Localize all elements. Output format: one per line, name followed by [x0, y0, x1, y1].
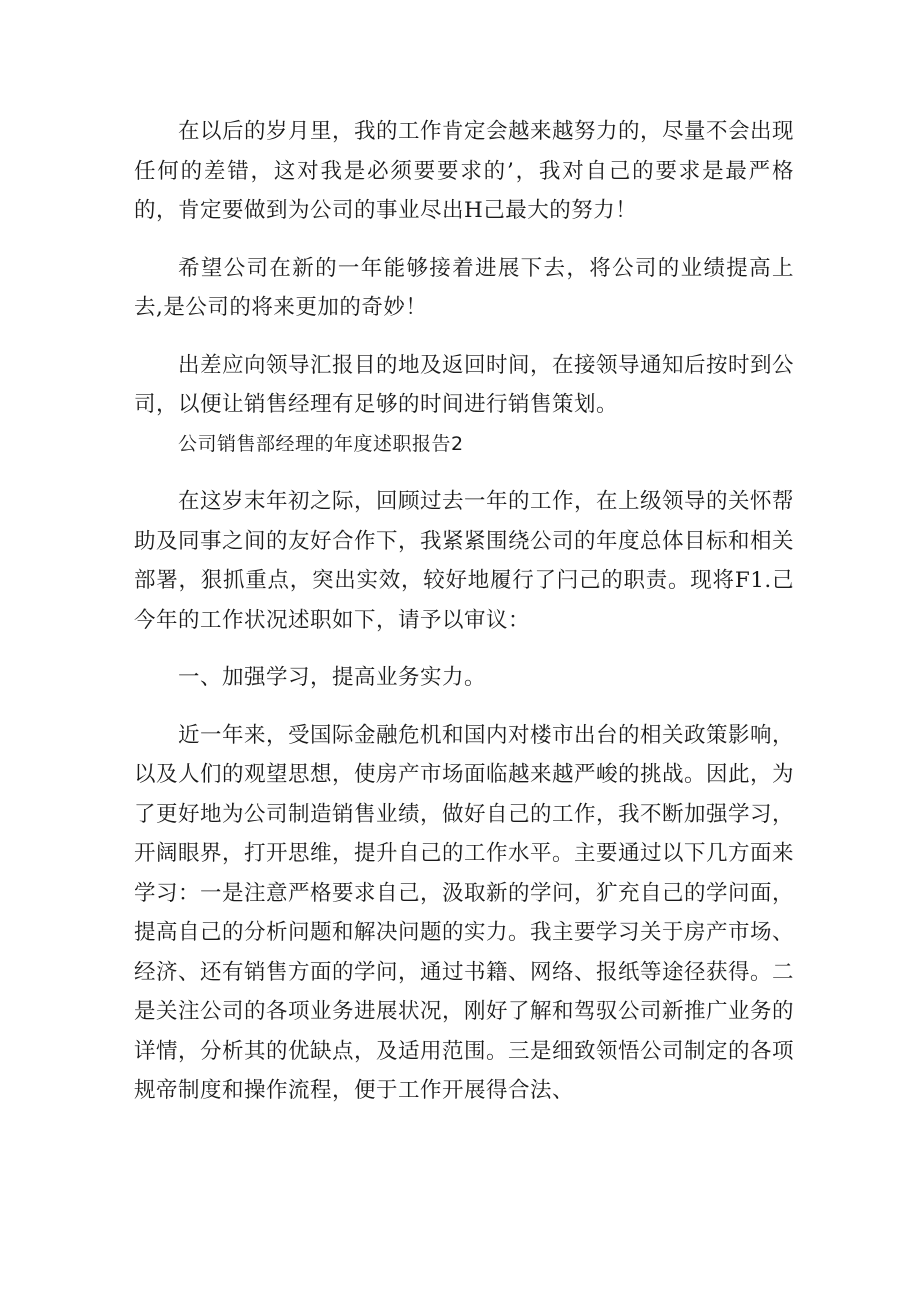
paragraph-4: 在这岁末年初之际，回顾过去一年的工作，在上级领导的关怀帮助及同事之间的友好合作下，我紧紧围绕公司的年度总体目标和相关部署，狠抓重点，突出实效，较好地履行了闩己的职责。现将F1.己今年的工作状况述职如下，请予以审议：	[134, 489, 795, 633]
paragraph-2: 希望公司在新的一年能够接着进展下去，将公司的业绩提高上去,是公司的将来更加的奇妙！	[134, 255, 794, 320]
paragraph-6: 近一年来，受国际金融危机和国内对楼市出台的相关政策影响，以及人们的观望思想，使房产市场面临越来越严峻的挑战。因此，为了更好地为公司制造销售业绩，做好自己的工作，我不断加强学习，开阔眼界，打开思维，提升自己的工作水平。主要通过以下几方面来学习：一是注意严格要求自己，汲取新的学问，犷充自己的学问面，提高自己的分析问题和解决问题的实力。我主要学习关于房产市场、经济、还有销售方面的学问，通过书籍、网络、报纸等途径获得。二是关注公司的各项业务进展状况，刚好了解和驾驭公司新推广业务的详情，分析其的优缺点，及适用范围。三是细致领悟公司制定的各项规帝制度和操作流程，便于工作开展得合法、	[134, 722, 795, 1103]
section-heading: 公司销售部经理的年度述职报告2	[178, 432, 464, 455]
paragraph-1: 在以后的岁月里，我的工作肯定会越来越努力的，尽量不会出现任何的差错，这对我是必须要要求的’，我对自己的要求是最严格的，肯定要做到为公司的事业尽出H己最大的努力！	[134, 119, 795, 223]
paragraph-5: 一、加强学习，提高业务实力。	[178, 665, 487, 690]
paragraph-3: 出差应向领导汇报目的地及返回时间，在接领导通知后按时到公司，以便让销售经理有足够的时间进行销售策划。	[134, 352, 795, 417]
document-body	[134, 112, 794, 1111]
